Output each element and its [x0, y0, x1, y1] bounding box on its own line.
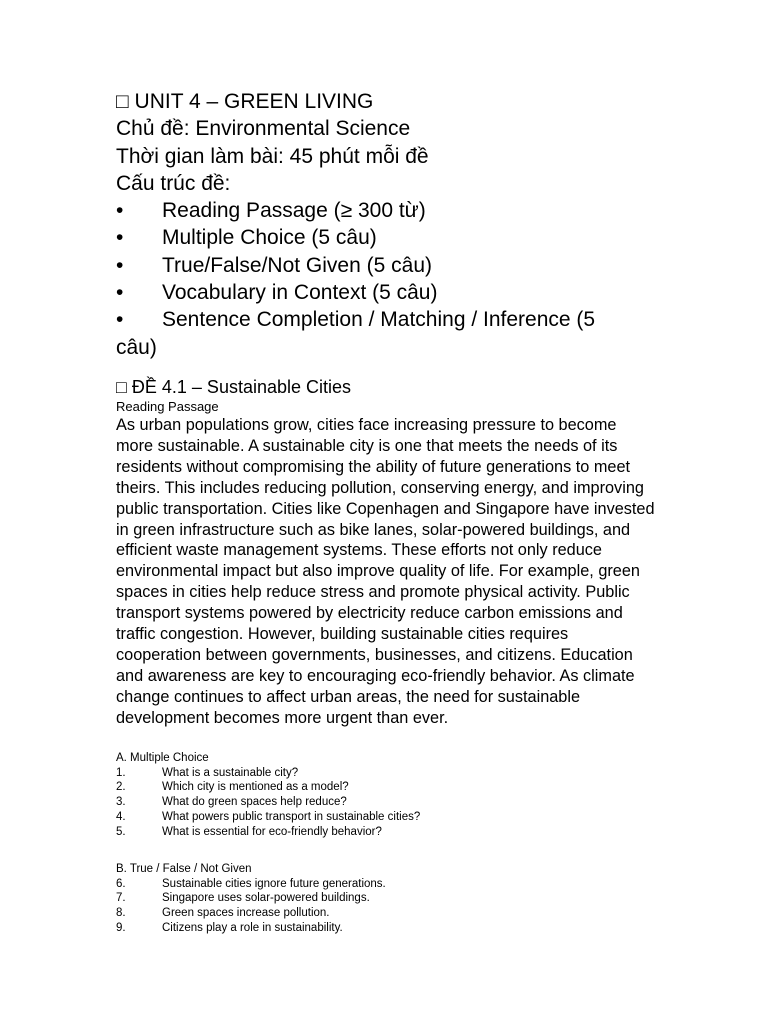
question-item: 4. What powers public transport in sustainable cities?	[116, 810, 421, 823]
bullet-icon: •	[116, 226, 124, 250]
placeholder-glyph-icon: □	[116, 90, 129, 113]
structure-item: • Vocabulary in Context (5 câu)	[116, 279, 656, 306]
question-item: 2. Which city is mentioned as a model?	[116, 781, 349, 794]
unit-title: UNIT 4 – GREEN LIVING	[134, 90, 374, 113]
time-line: Thời gian làm bài: 45 phút mỗi đề	[116, 144, 429, 168]
bullet-icon: •	[116, 199, 124, 223]
question-item: 8. Green spaces increase pollution.	[116, 907, 330, 920]
structure-item: • Reading Passage (≥ 300 từ)	[116, 197, 656, 224]
structure-item: • Sentence Completion / Matching / Inference (5	[116, 306, 656, 333]
question-item: 1. What is a sustainable city?	[116, 766, 299, 779]
exam-heading	[116, 375, 656, 399]
structure-label: Cấu trúc đề:	[116, 171, 231, 195]
structure-list	[116, 197, 656, 361]
document-page	[116, 88, 656, 936]
section-b-list	[116, 877, 656, 936]
question-item: 7. Singapore uses solar-powered buildings.	[116, 892, 370, 905]
bullet-icon: •	[116, 253, 124, 277]
question-item: 9. Citizens play a role in sustainability.	[116, 921, 343, 934]
unit-heading	[116, 88, 656, 115]
section-a-list	[116, 766, 656, 840]
reading-passage-label: Reading Passage	[116, 398, 219, 414]
reading-passage-text: As urban populations grow, cities face increasing pressure to become more sustainable. A sustainable city is one that meets the needs of its residents without compromising the ability of future generations to meet theirs. This includes reducing pollution, conserving energy, and improving public transportation. Cities like Copenhagen and Singapore have invested in green infrastructure such as bike lanes, solar-powered buildings, and efficient waste management systems. These efforts not only reduce environmental impact but also improve quality of life. For example, green spaces in cities help reduce stress and promote physical activity. Public transport systems powered by electricity reduce carbon emissions and traffic congestion. However, building sustainable cities requires cooperation between governments, businesses, and citizens. Education and awareness are key to encouraging eco-friendly behavior. As climate change continues to affect urban areas, the need for sustainable development becomes more urgent than ever.	[116, 415, 655, 727]
structure-item: • True/False/Not Given (5 câu)	[116, 252, 656, 279]
exam-title: ĐỀ 4.1 – Sustainable Cities	[131, 376, 352, 397]
structure-item-continuation: câu)	[116, 335, 157, 359]
bullet-icon: •	[116, 281, 124, 305]
bullet-icon: •	[116, 308, 124, 332]
section-b-title: B. True / False / Not Given	[116, 862, 252, 875]
placeholder-glyph-icon: □	[116, 376, 127, 397]
structure-item: • Multiple Choice (5 câu)	[116, 224, 656, 251]
topic-line: Chủ đề: Environmental Science	[116, 117, 411, 141]
question-item: 6. Sustainable cities ignore future generations.	[116, 877, 386, 890]
question-item: 5. What is essential for eco-friendly behavior?	[116, 825, 382, 838]
section-a-title: A. Multiple Choice	[116, 751, 209, 764]
question-item: 3. What do green spaces help reduce?	[116, 796, 347, 809]
